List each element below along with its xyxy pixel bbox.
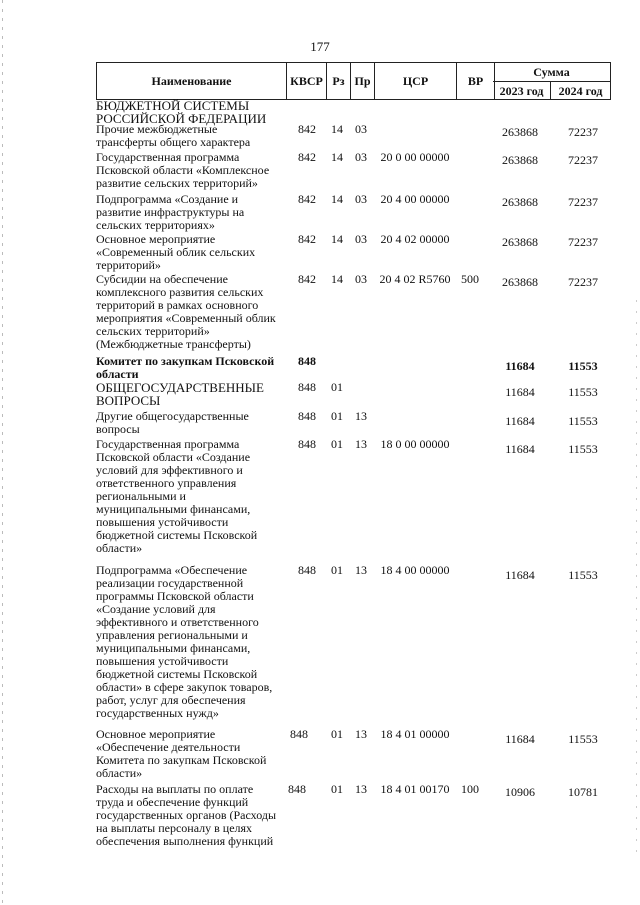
row-csr: 20 4 00 00000 (380, 192, 450, 206)
row-sum-2023: 263868 (502, 125, 538, 139)
row-name: ОБЩЕГОСУДАРСТВЕННЫЕ ВОПРОСЫ (96, 380, 264, 408)
header-sum-group (493, 63, 610, 99)
row-csr: 20 4 02 R5760 (379, 272, 451, 286)
row-pr: 03 (355, 232, 367, 246)
row-sum-2023: 11684 (505, 385, 535, 399)
row-pr: 03 (355, 272, 367, 286)
row-name: Подпрограмма «Создание и развитие инфраструктуры на сельских территориях» (96, 192, 245, 232)
header-name: Наименование (97, 63, 287, 99)
row-name: Прочие межбюджетные трансферты общего характера (96, 122, 251, 149)
row-pr: 13 (355, 563, 367, 577)
row-rz: 01 (331, 380, 343, 394)
row-sum-2023: 263868 (502, 195, 538, 209)
scan-edge-right (636, 300, 637, 860)
scan-edge-left (2, 0, 3, 905)
table-header (96, 62, 611, 100)
row-rz: 14 (331, 150, 343, 164)
row-sum-2024: 11553 (568, 385, 598, 399)
row-rz: 01 (331, 727, 343, 741)
row-pr: 13 (355, 782, 367, 796)
row-sum-2024: 11553 (568, 568, 598, 582)
row-rz: 14 (331, 232, 343, 246)
row-name: Субсидии на обеспечение комплексного развития сельских территорий в рамках основного мероприятия «Современный облик сельских территорий» (Межбюджетные трансферты) (96, 272, 276, 351)
row-name: БЮДЖЕТНОЙ СИСТЕМЫ РОССИЙСКОЙ ФЕДЕРАЦИИ (96, 98, 267, 126)
row-sum-2024: 72237 (568, 195, 598, 209)
row-sum-2023: 11684 (505, 414, 535, 428)
row-name: Государственная программа Псковской области «Комплексное развитие сельских территорий» (96, 150, 270, 190)
row-sum-2023: 10906 (505, 785, 535, 799)
row-sum-2024: 11553 (568, 442, 598, 456)
row-kvsr: 848 (298, 380, 316, 394)
row-name: Подпрограмма «Обеспечение реализации государственной программы Псковской области «Создание условий для эффективного и ответственного управления региональными и муниципальными финансами, повышения устойчивости бюджетной системы Псковской области» в сфере закупок товаров, работ, услуг для обеспечения государственных нужд» (96, 563, 273, 720)
row-sum-2023: 263868 (502, 235, 538, 249)
row-sum-2023: 11684 (505, 359, 535, 373)
row-rz: 01 (331, 437, 343, 451)
row-sum-2024: 11553 (568, 414, 598, 428)
row-pr: 03 (355, 150, 367, 164)
row-sum-2023: 11684 (505, 568, 535, 582)
row-sum-2024: 11553 (568, 732, 598, 746)
row-sum-2024: 10781 (568, 785, 598, 799)
row-name: Другие общегосударственные вопросы (96, 409, 249, 436)
row-kvsr: 848 (288, 782, 306, 796)
row-sum-2023: 11684 (505, 732, 535, 746)
row-rz: 01 (331, 563, 343, 577)
row-name: Основное мероприятие «Современный облик сельских территорий» (96, 232, 256, 272)
row-csr: 18 0 00 00000 (380, 437, 450, 451)
row-pr: 13 (355, 437, 367, 451)
row-csr: 18 4 00 00000 (380, 563, 450, 577)
row-rz: 01 (331, 409, 343, 423)
row-sum-2024: 11553 (568, 359, 598, 373)
row-sum-2023: 263868 (502, 275, 538, 289)
row-kvsr: 848 (298, 354, 316, 368)
page-number: 177 (310, 39, 330, 54)
row-rz: 14 (331, 272, 343, 286)
header-year-2024: 2024 год (558, 83, 603, 98)
header-kvsr: КВСР (287, 63, 327, 99)
header-pr: Пр (351, 63, 375, 99)
row-kvsr: 848 (298, 563, 316, 577)
row-pr: 03 (355, 192, 367, 206)
row-name: Комитет по закупкам Псковской области (96, 354, 275, 381)
row-name: Расходы на выплаты по оплате труда и обеспечение функций государственных органов (Расходы на выплаты персоналу в целях обеспечения выполнения функций (96, 782, 277, 848)
row-pr: 13 (355, 727, 367, 741)
row-rz: 14 (331, 192, 343, 206)
row-kvsr: 842 (298, 122, 316, 136)
row-sum-2024: 72237 (568, 125, 598, 139)
row-sum-2024: 72237 (568, 275, 598, 289)
row-sum-2024: 72237 (568, 235, 598, 249)
row-kvsr: 848 (290, 727, 308, 741)
row-kvsr: 848 (298, 437, 316, 451)
row-kvsr: 848 (298, 409, 316, 423)
row-vr: 100 (461, 782, 479, 796)
row-sum-2023: 11684 (505, 442, 535, 456)
header-sum: Сумма (493, 63, 610, 82)
row-pr: 13 (355, 409, 367, 423)
row-kvsr: 842 (298, 232, 316, 246)
header-year-2023: 2023 год (493, 82, 551, 100)
row-csr: 18 4 01 00000 (380, 727, 450, 741)
row-csr: 20 4 02 00000 (380, 232, 450, 246)
row-sum-2023: 263868 (502, 153, 538, 167)
row-kvsr: 842 (298, 272, 316, 286)
row-rz: 14 (331, 122, 343, 136)
row-name: Основное мероприятие «Обеспечение деятельности Комитета по закупкам Псковской области» (96, 727, 267, 780)
row-rz: 01 (331, 782, 343, 796)
row-csr: 20 0 00 00000 (380, 150, 450, 164)
row-kvsr: 842 (298, 150, 316, 164)
row-sum-2024: 72237 (568, 153, 598, 167)
header-rz: Рз (327, 63, 351, 99)
row-vr: 500 (461, 272, 479, 286)
header-csr: ЦСР (375, 63, 457, 99)
row-csr: 18 4 01 00170 (380, 782, 450, 796)
row-pr: 03 (355, 122, 367, 136)
row-name: Государственная программа Псковской области «Создание условий для эффективного и ответственного управления региональными и муниципальными финансами, повышения устойчивости бюджетной системы Псковской области» (96, 437, 258, 555)
row-kvsr: 842 (298, 192, 316, 206)
header-vr: ВР (457, 63, 495, 99)
